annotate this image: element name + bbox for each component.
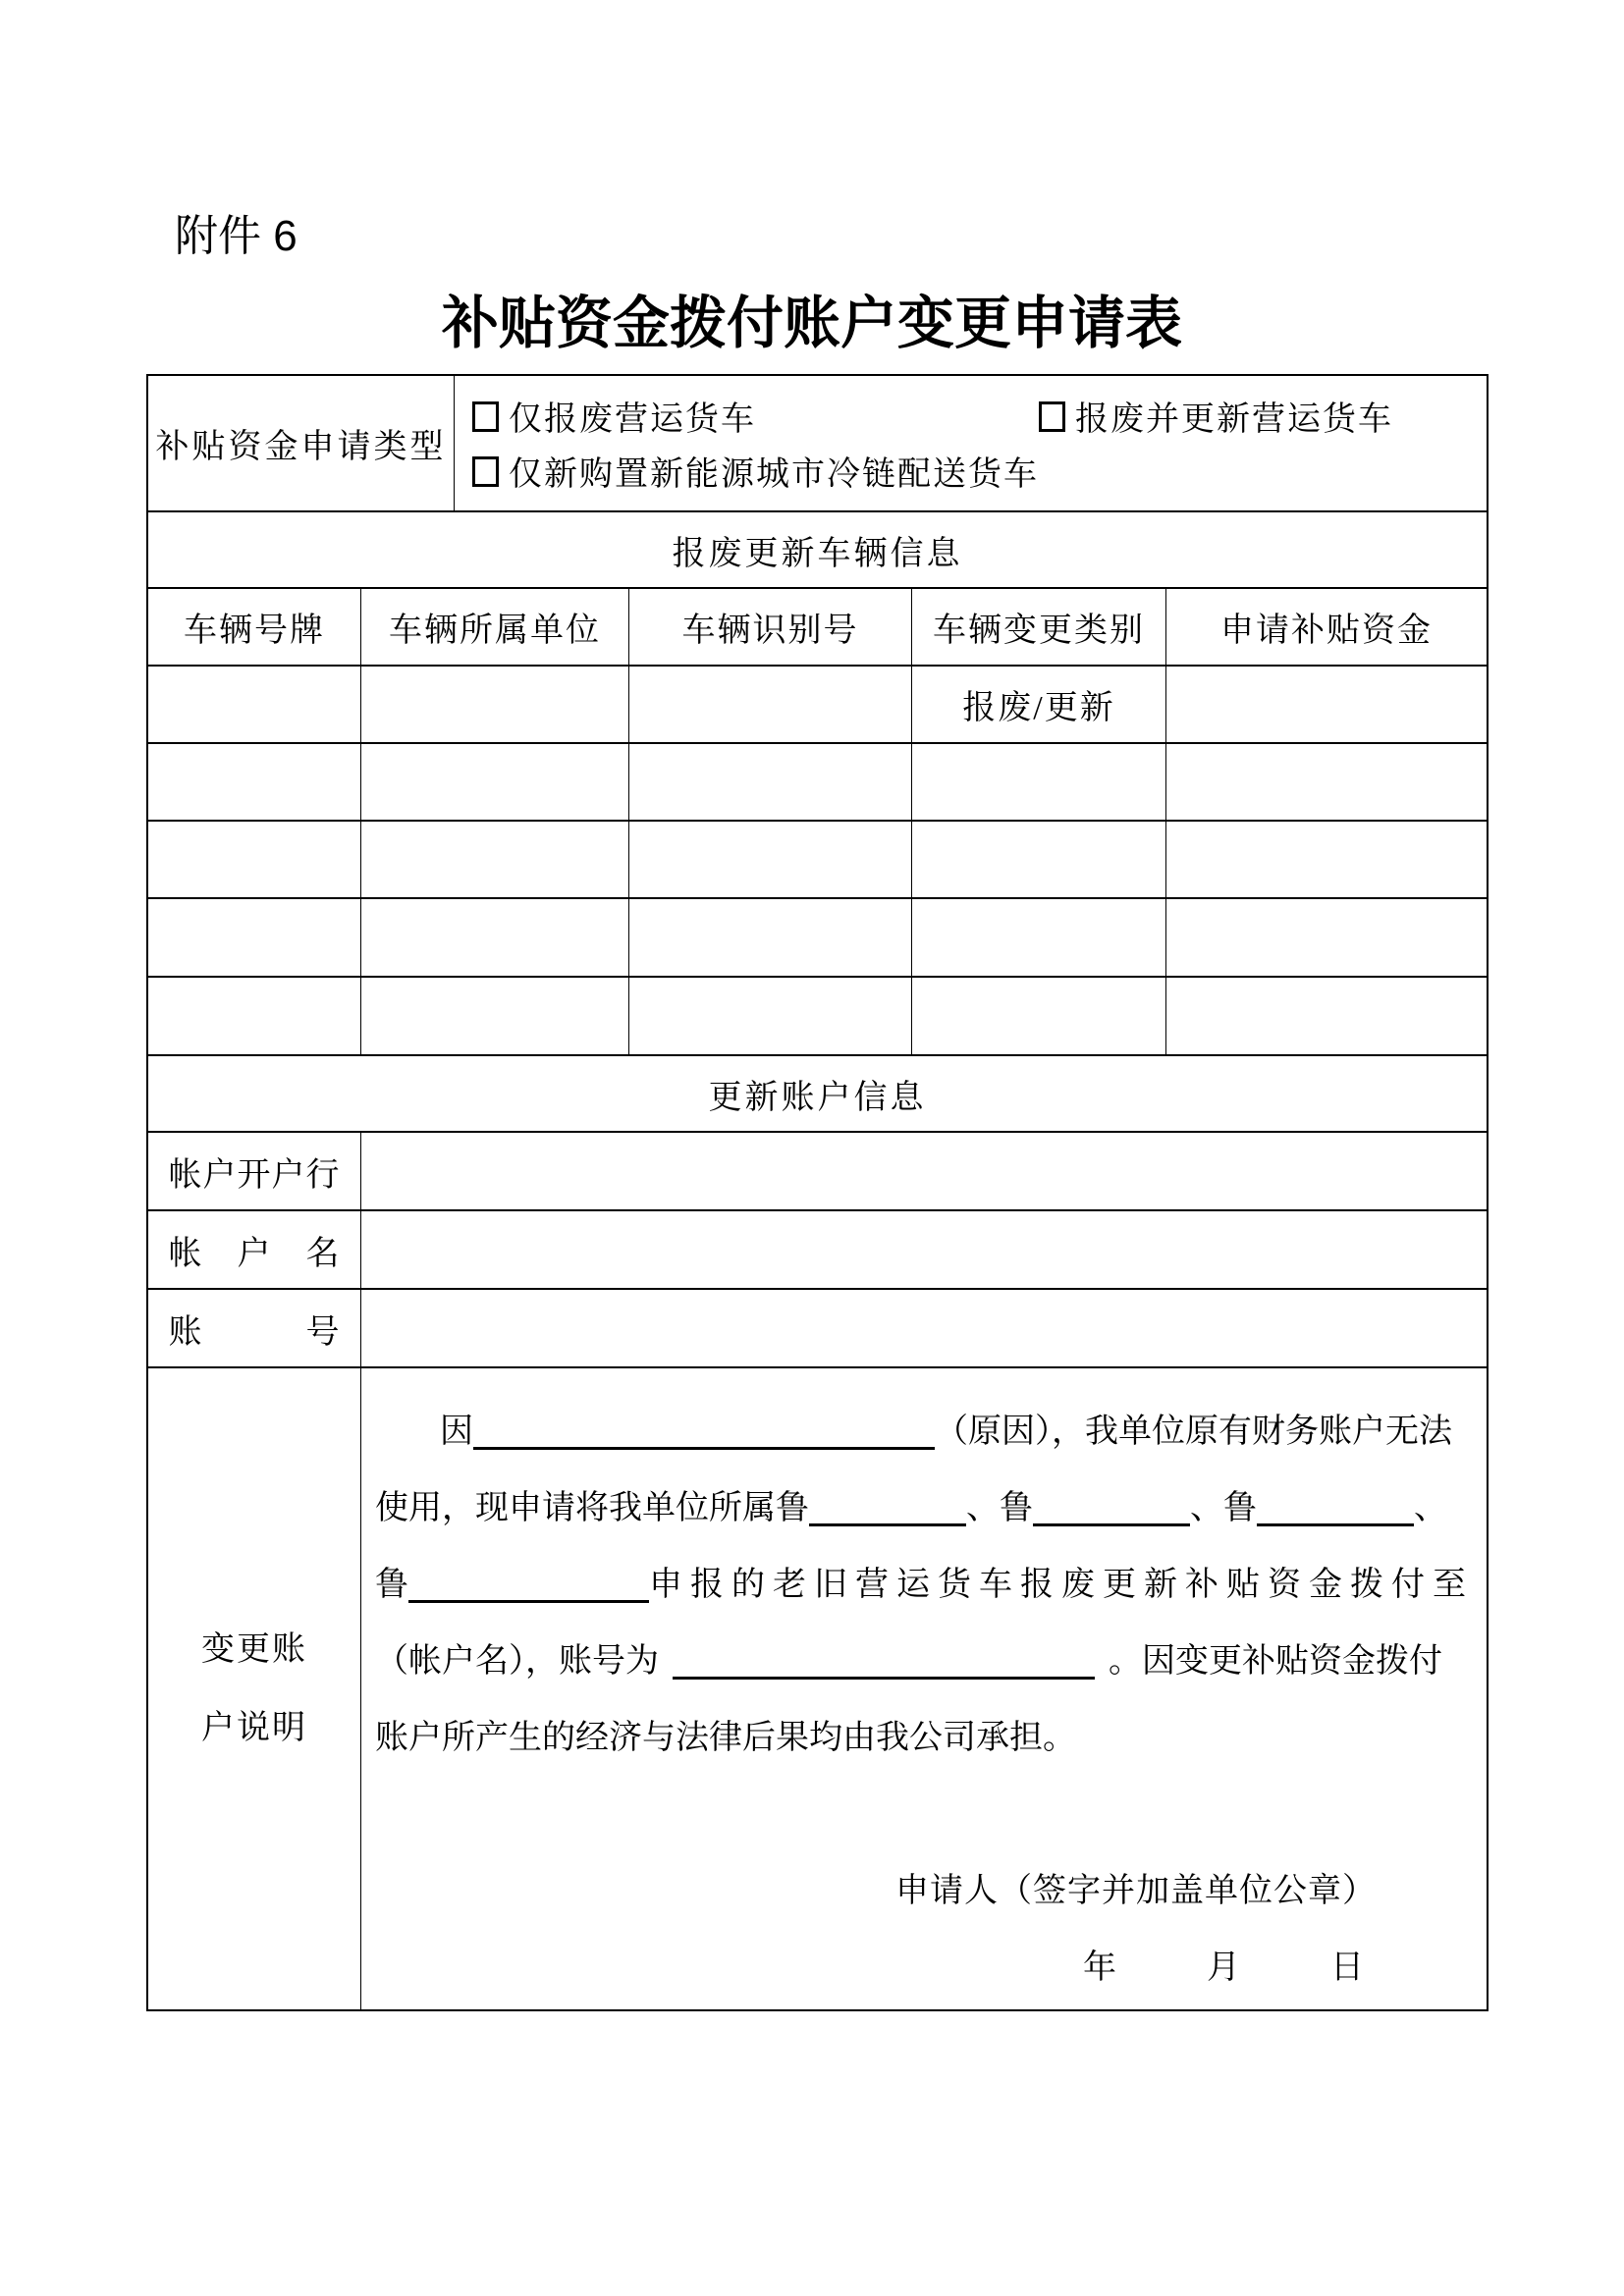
account-bank-label: 帐户开户行 xyxy=(168,1156,341,1194)
col-header-plate-number: 车辆号牌 xyxy=(184,613,325,649)
account-name-value xyxy=(360,1211,1487,1288)
vehicle-cell-subsidy xyxy=(1165,822,1487,897)
statement-line-2-part1: 使用，现申请将我单位所属鲁 xyxy=(375,1490,809,1526)
col-header-change-type: 车辆变更类别 xyxy=(911,589,1165,665)
vehicle-cell-vin xyxy=(628,978,911,1054)
vehicle-cell-plate xyxy=(148,899,360,976)
option-scrap-and-renew-label: 报废并更新营运货车 xyxy=(1075,400,1393,438)
vehicle-change-type-value: 报废/更新 xyxy=(911,667,1165,742)
date-line xyxy=(375,1930,1487,2006)
blank-plate-2-underline xyxy=(1033,1498,1190,1526)
statement-line-2 xyxy=(375,1470,1487,1547)
vehicle-table-row xyxy=(148,897,1487,976)
change-statement-label-line-2: 户说明 xyxy=(201,1709,307,1746)
statement-line-1 xyxy=(375,1394,1487,1470)
applicant-signature-line: 申请人（签字并加盖单位公章） xyxy=(895,1873,1377,1909)
date-month-label: 月 xyxy=(1207,1949,1240,1986)
col-header-owner-unit: 车辆所属单位 xyxy=(360,589,628,665)
checkbox-new-energy-coldchain-icon[interactable] xyxy=(472,456,499,487)
vehicle-cell-subsidy xyxy=(1165,978,1487,1054)
page-title: 补贴资金拨付账户变更申请表 xyxy=(441,292,1182,355)
vehicle-cell-plate xyxy=(148,978,360,1054)
account-name-label: 帐 户 名 xyxy=(168,1235,341,1272)
vehicle-cell-subsidy xyxy=(1165,899,1487,976)
statement-line-4 xyxy=(375,1624,1487,1700)
vehicle-table-row xyxy=(148,742,1487,820)
statement-line-5: 账户所产生的经济与法律后果均由我公司承担。 xyxy=(375,1720,1076,1756)
subsidy-type-options-line-2 xyxy=(472,447,1393,495)
checkbox-scrap-only-icon[interactable] xyxy=(472,401,499,432)
account-number-row xyxy=(148,1288,1487,1366)
vehicle-cell-change-type xyxy=(911,744,1165,820)
statement-line-4-prefix: （帐户名），账号为 xyxy=(375,1643,659,1680)
vehicle-cell-owner xyxy=(360,822,628,897)
col-header-vin: 车辆识别号 xyxy=(628,589,911,665)
vehicle-table-row xyxy=(148,665,1487,742)
vehicle-cell-change-type xyxy=(911,822,1165,897)
vehicle-cell-plate xyxy=(148,744,360,820)
option-scrap-only xyxy=(472,392,756,440)
vehicle-section-title: 报废更新车辆信息 xyxy=(672,535,963,572)
vehicle-cell-vin xyxy=(628,744,911,820)
subsidy-type-options xyxy=(454,376,1487,510)
subsidy-type-options-line-1 xyxy=(472,392,1393,440)
change-statement-row xyxy=(148,1366,1487,2009)
statement-line-3-prefix: 鲁 xyxy=(375,1567,408,1603)
blank-reason-underline xyxy=(473,1421,935,1450)
option-new-energy-coldchain xyxy=(472,447,1039,495)
vehicle-table-header-row xyxy=(148,587,1487,665)
account-section-title: 更新账户信息 xyxy=(708,1079,927,1116)
account-bank-value xyxy=(360,1133,1487,1209)
statement-line-3 xyxy=(375,1547,1487,1624)
statement-line-2-part4: 、 xyxy=(1414,1490,1447,1526)
vehicle-cell-subsidy xyxy=(1165,667,1487,742)
subsidy-type-label: 补贴资金申请类型 xyxy=(155,429,447,465)
vehicle-cell-vin xyxy=(628,899,911,976)
vehicle-cell-change-type xyxy=(911,978,1165,1054)
vehicle-cell-plate xyxy=(148,667,360,742)
option-scrap-and-renew xyxy=(1039,392,1393,440)
checkbox-scrap-and-renew-icon[interactable] xyxy=(1039,401,1065,432)
account-bank-row xyxy=(148,1131,1487,1209)
vehicle-cell-owner xyxy=(360,744,628,820)
option-new-energy-coldchain-label: 仅新购置新能源城市冷链配送货车 xyxy=(509,456,1039,494)
vehicle-cell-owner xyxy=(360,899,628,976)
vehicle-cell-plate xyxy=(148,822,360,897)
vehicle-section-title-row xyxy=(148,510,1487,587)
option-scrap-only-label: 仅报废营运货车 xyxy=(509,400,756,438)
date-day-label: 日 xyxy=(1330,1949,1364,1986)
vehicle-cell-owner xyxy=(360,978,628,1054)
vehicle-cell-vin xyxy=(628,822,911,897)
application-form-table xyxy=(146,374,1489,2011)
change-statement-body xyxy=(360,1368,1487,2009)
blank-account-number-underline xyxy=(673,1651,1095,1680)
account-number-value xyxy=(360,1290,1487,1366)
vehicle-cell-change-type xyxy=(911,899,1165,976)
account-number-label: 账 号 xyxy=(168,1313,341,1351)
change-statement-label xyxy=(148,1368,360,2009)
blank-plate-3-underline xyxy=(1257,1498,1414,1526)
vehicle-cell-owner xyxy=(360,667,628,742)
statement-line-2-part2: 、鲁 xyxy=(966,1490,1033,1526)
change-statement-label-line-1: 变更账 xyxy=(201,1630,307,1668)
date-year-label: 年 xyxy=(1083,1949,1116,1986)
statement-line-3-suffix: 申报的老旧营运货车报废更新补贴资金拨付至 xyxy=(649,1567,1474,1603)
statement-line-4-suffix: 。因变更补贴资金拨付 xyxy=(1109,1643,1442,1680)
vehicle-cell-subsidy xyxy=(1165,744,1487,820)
vehicle-table-row xyxy=(148,976,1487,1054)
account-name-row xyxy=(148,1209,1487,1288)
statement-line-1-suffix: （原因），我单位原有财务账户无法 xyxy=(935,1414,1452,1450)
account-section-title-row xyxy=(148,1054,1487,1131)
subsidy-type-row xyxy=(148,376,1487,510)
vehicle-cell-vin xyxy=(628,667,911,742)
statement-blank-line xyxy=(375,1777,1487,1853)
blank-plate-1-underline xyxy=(809,1498,966,1526)
blank-plate-4-underline xyxy=(408,1575,649,1603)
attachment-label: 附件 6 xyxy=(175,212,298,260)
statement-line-1-prefix: 因 xyxy=(440,1414,473,1450)
vehicle-table-row xyxy=(148,820,1487,897)
col-header-subsidy-amount: 申请补贴资金 xyxy=(1165,589,1487,665)
statement-line-2-part3: 、鲁 xyxy=(1190,1490,1257,1526)
